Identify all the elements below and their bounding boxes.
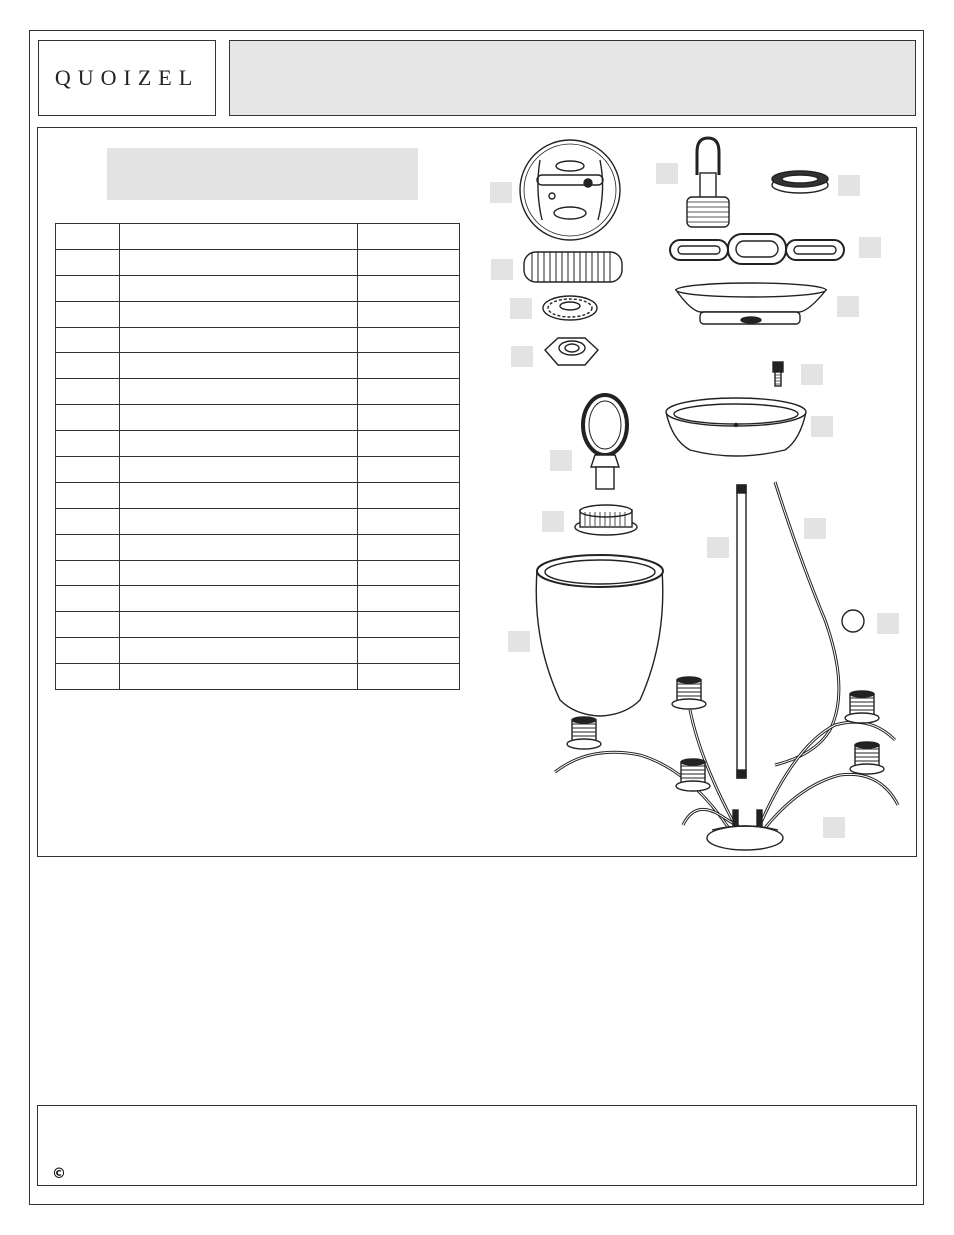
ring-nut-icon (772, 171, 828, 193)
threaded-nipple-icon (524, 252, 622, 282)
loop-nut-icon (575, 505, 637, 535)
hex-nut-icon (545, 338, 598, 365)
swivel-hook-icon (687, 138, 729, 227)
logo-text: QUOIZEL (54, 65, 200, 90)
crossbar-plate-icon (520, 140, 620, 240)
loop-icon (583, 395, 627, 489)
ball-icon (842, 610, 864, 632)
lock-washer-icon (543, 296, 597, 320)
footer-box (37, 1105, 917, 1186)
glass-shade-icon (536, 555, 663, 716)
copyright-symbol: © (52, 1166, 66, 1182)
screw-icon (773, 362, 783, 386)
wire-icon (775, 482, 839, 765)
bowl-icon (666, 398, 806, 456)
stem-icon (737, 485, 746, 778)
chain-icon (670, 234, 844, 264)
canopy-icon (676, 283, 826, 324)
